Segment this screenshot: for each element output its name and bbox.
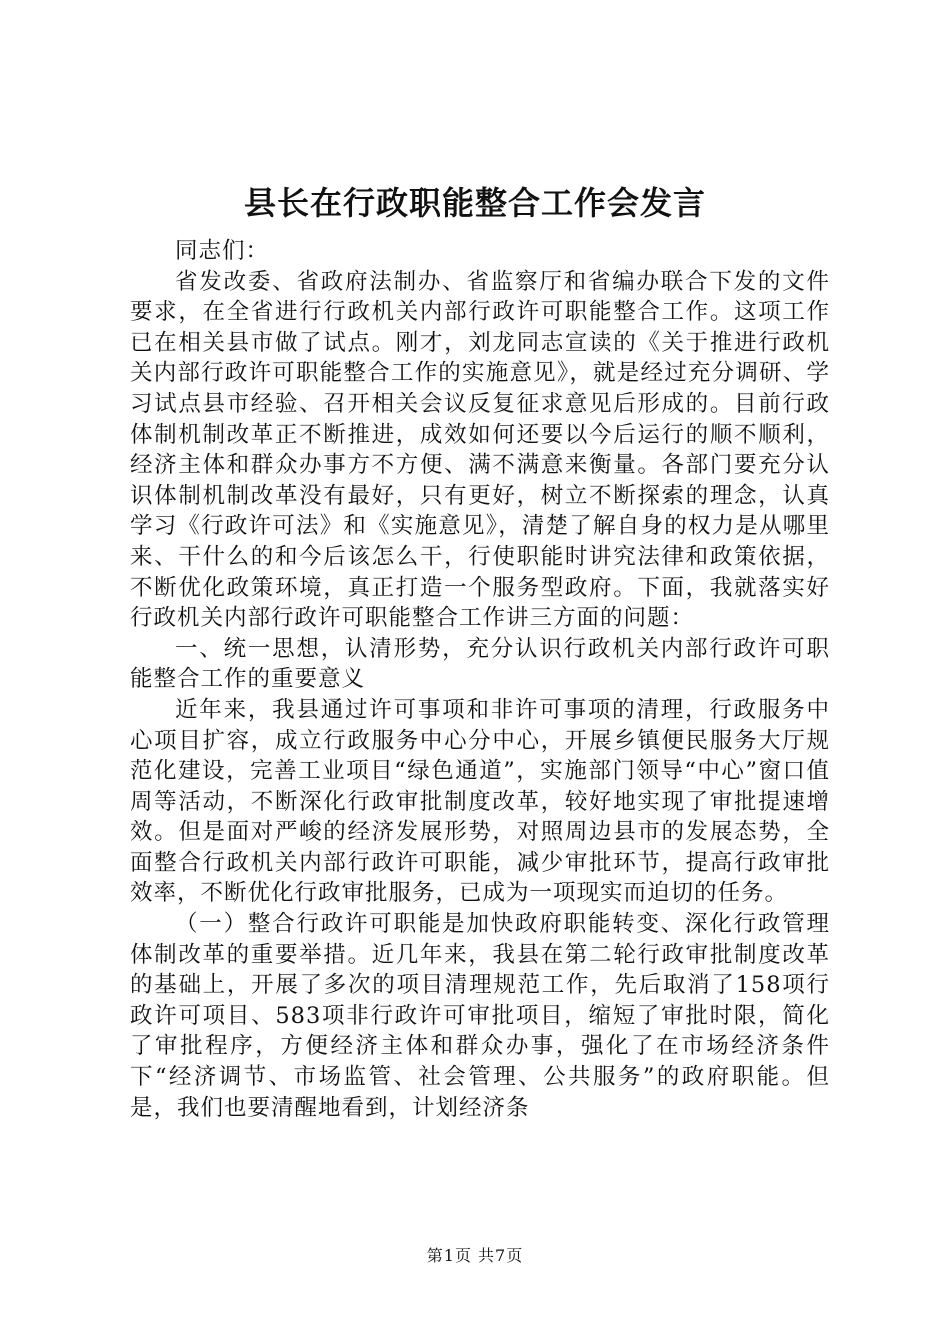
body-paragraph: 近年来，我县通过许可事项和非许可事项的清理，行政服务中心项目扩容，成立行政服务中心分中心，开展乡镇便民服务大厅规范化建设，完善工业项目“绿色通道”，实施部门领导“中心”窗口值周等活动，不断深化行政审批制度改革，较好地实现了审批提速增效。但是面对严峻的经济发展形势，对照周边县市的发展态势，全面整合行政机关内部行政许可职能，减少审批环节，提高行政审批效率，不断优化行政审批服务，已成为一项现实而迫切的任务。 (130, 696, 830, 907)
section-heading-1: 一、统一思想，认清形势，充分认识行政机关内部行政许可职能整合工作的重要意义 (130, 635, 830, 693)
intro-paragraph: 省发改委、省政府法制办、省监察厅和省编办联合下发的文件要求，在全省进行行政机关内部行政许可职能整合工作。这项工作已在相关县市做了试点。刚才，刘龙同志宣读的《关于推进行政机关内部行政许可职能整合工作的实施意见》，就是经过充分调研、学习试点县市经验、召开相关会议反复征求意见后形成的。目前行政体制机制改革正不断推进，成效如何还要以今后运行的顺不顺利，经济主体和群众办事方不方便、满不满意来衡量。各部门要充分认识体制机制改革没有最好，只有更好，树立不断探索的理念，认真学习《行政许可法》和《实施意见》，清楚了解自身的权力是从哪里来、干什么的和今后该怎么干，行使职能时讲究法律和政策依据，不断优化政策环境，真正打造一个服务型政府。下面，我就落实好行政机关内部行政许可职能整合工作讲三方面的问题： (130, 268, 830, 632)
document-body (130, 236, 830, 1123)
subsection-paragraph-1: （一）整合行政许可职能是加快政府职能转变、深化行政管理体制改革的重要举措。近几年来，我县在第二轮行政审批制度改革的基础上，开展了多次的项目清理规范工作，先后取消了158项行政许可项目、583项非行政许可审批项目，缩短了审批时限，简化了审批程序，方便经济主体和群众办事，强化了在市场经济条件下“经济调节、市场监管、社会管理、公共服务”的政府职能。但是，我们也要清醒地看到，计划经济条 (130, 911, 830, 1121)
page-number-footer: 第1页 共7页 (426, 1246, 524, 1265)
salutation-paragraph: 同志们： (175, 238, 270, 264)
document-title: 县长在行政职能整合工作会发言 (243, 184, 706, 222)
